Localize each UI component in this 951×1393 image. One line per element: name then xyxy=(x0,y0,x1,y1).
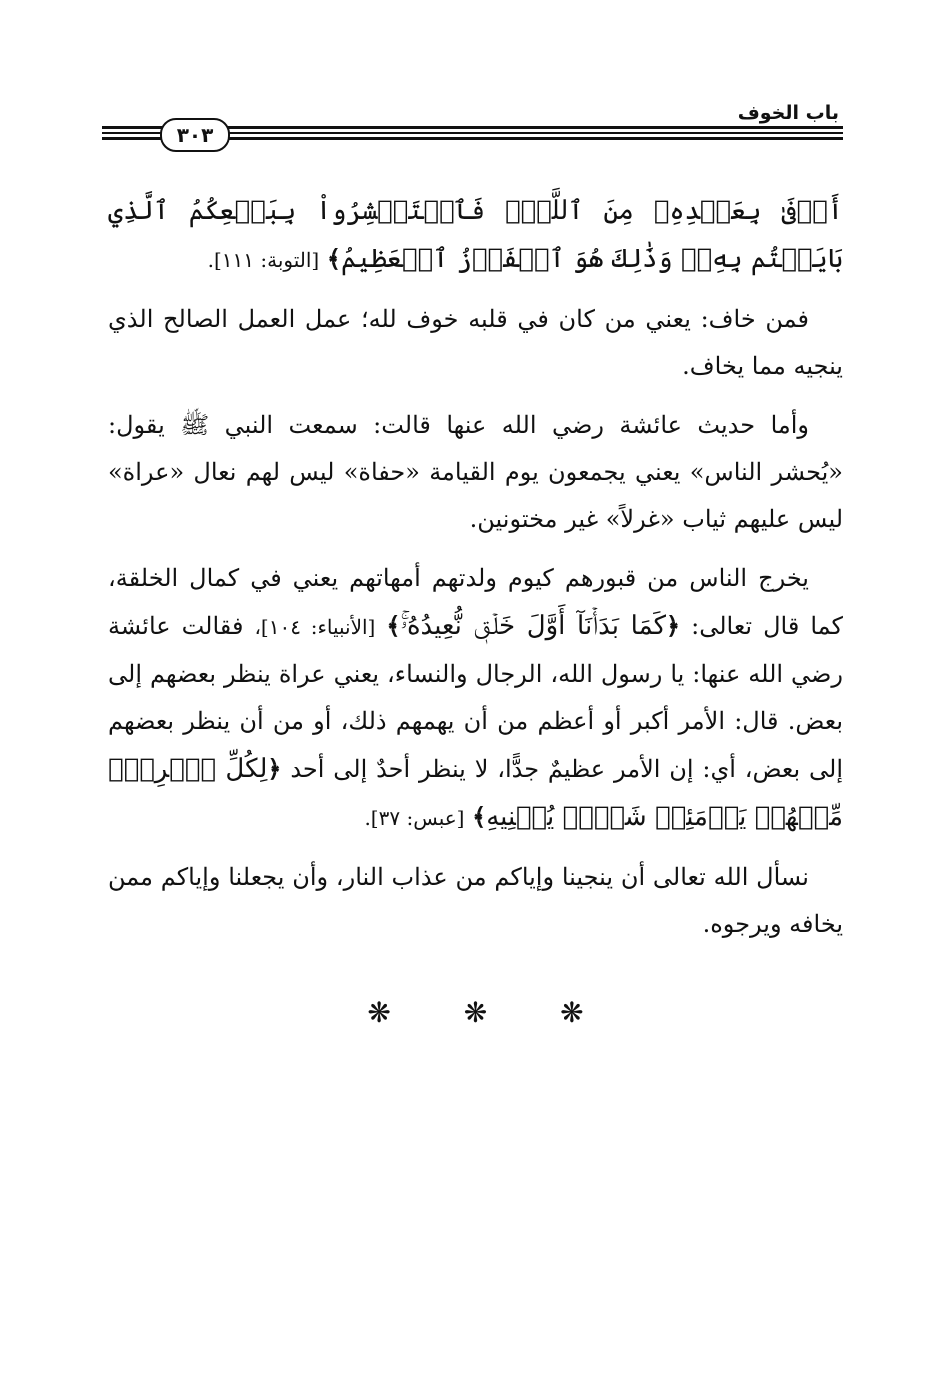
paragraph-aisha-hadith: وأما حديث عائشة رضي الله عنها قالت: سمعت النبي ﷺ يقول: «يُحشر الناس» يعني يجمعون يوم القيامة «حفاة» ليس لهم نعال «عراة» ليس عليهم ثياب «غرلاً» غير مختونين. xyxy=(108,411,843,533)
header-rule xyxy=(223,126,843,142)
main-text xyxy=(108,188,843,960)
divider-asterisk-icon: ❋ xyxy=(367,996,391,1029)
quran-brace-close-2: ﴾ xyxy=(472,802,487,831)
quran-verse-anbiya: كَمَا بَدَأۡنَآ أَوَّلَ خَلۡقٖ نُّعِيدُهُۥۚ xyxy=(400,611,667,641)
paragraph-supplication: نسأل الله تعالى أن ينجينا وإياكم من عذاب النار، وأن يجعلنا وإياكم ممن يخافه ويرجوه. xyxy=(108,863,843,938)
paragraph-fear-meaning: فمن خاف: يعني من كان في قلبه خوف لله؛ عمل العمل الصالح الذي ينجيه مما يخاف. xyxy=(108,305,843,380)
text-before-verse: يخرج الناس من قبورهم كيوم ولدتهم أمهاتهم يعني في كمال الخلقة، كما قال تعالى: xyxy=(108,564,843,640)
section-divider xyxy=(0,996,951,1029)
divider-asterisk-icon: ❋ xyxy=(560,996,584,1029)
chapter-title: باب الخوف xyxy=(737,102,839,124)
quran-brace-open: ﴿ xyxy=(666,611,681,640)
header-rule-end xyxy=(102,126,164,142)
quran-brace-close: ﴾ xyxy=(326,244,341,273)
text-after-verse: فقالت عائشة رضي الله عنها: يا رسول الله، الرجال والنساء، يعني عراة ينظر بعضهم إلى بعض. قال: الأمر أكبر أو أعظم من أن يهمهم ذلك، أو من أن ينظر بعضهم إلى بعض، أي: إن الأمر عظيمٌ جدًّا، لا ينظر أحدٌ إلى أحد xyxy=(108,612,843,783)
quran-verse: أَوۡفَىٰ بِعَهۡدِهِۦ مِنَ ٱللَّهِۚ فَٱسۡتَبۡشِرُواْ بِبَيۡعِكُمُ ٱلَّذِي بَايَعۡتُم بِهِۦۚ وَذَٰلِكَ هُوَ ٱلۡفَوۡزُ ٱلۡعَظِيمُ xyxy=(108,196,843,274)
quran-brace-open-2: ﴿ xyxy=(267,754,282,783)
verse-reference: [التوبة: ١١١]. xyxy=(207,248,320,272)
verse-reference-abasa: [عبس: ٣٧]. xyxy=(364,806,465,830)
divider-asterisk-icon: ❋ xyxy=(463,996,488,1029)
quran-brace-close: ﴾ xyxy=(386,611,401,640)
verse-reference-anbiya: [الأنبياء: ١٠٤]، xyxy=(254,615,376,639)
paragraph-resurrection xyxy=(108,555,843,842)
page-number: ٣٠٣ xyxy=(160,118,230,152)
paragraph-quran-tawbah xyxy=(108,188,843,284)
quran-verse-abasa: لِكُلِّ ٱمۡرِيٕٖ مِّنۡهُمۡ يَوۡمَئِذٖ شَأۡنٞ يُغۡنِيهِ xyxy=(108,754,843,832)
